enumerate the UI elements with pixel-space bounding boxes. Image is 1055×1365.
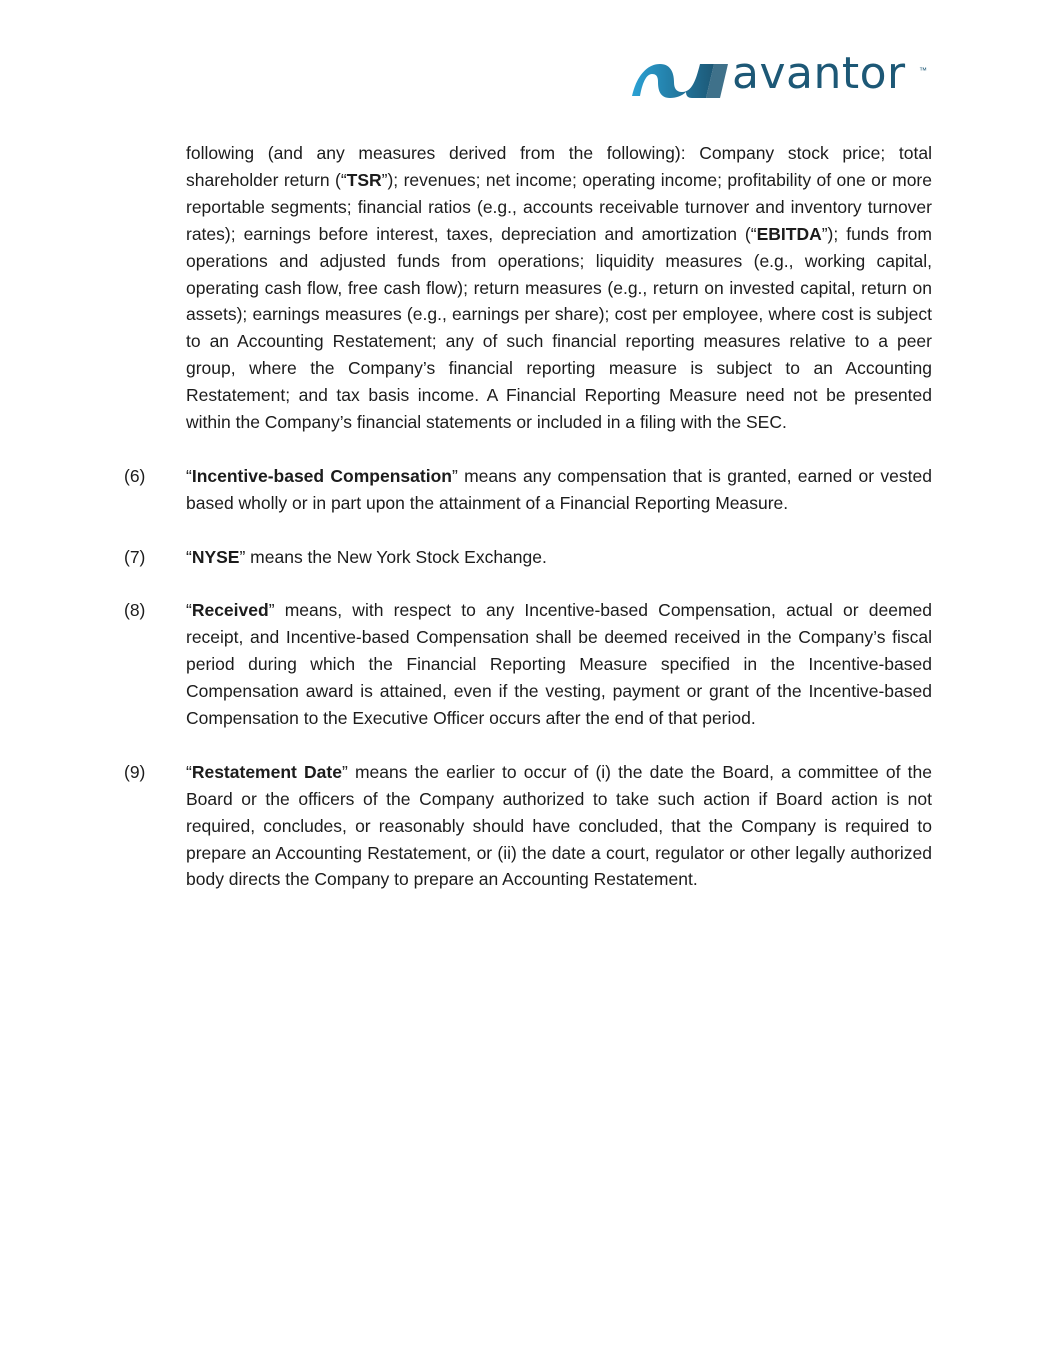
definition-item: [124, 544, 932, 571]
defined-term: EBITDA: [756, 223, 822, 244]
definition-item: [124, 463, 932, 517]
text-segment: ”); funds from operations and adjusted funds from operations; liquidity measures (e.g., working capital, operating cash flow, free cash flow); return measures (e.g., return on invested capital, return on assets); earnings measures (e.g., earnings per share); cost per employee, where cost is subject to an Accounting Restatement; any of such financial reporting measures relative to a peer group, where the Company’s financial reporting measure is subject to an Accounting Restatement; and tax basis income. A Financial Reporting Measure need not be presented within the Company’s financial statements or included in a filing with the SEC.: [186, 223, 932, 433]
avantor-mark-icon: [630, 58, 730, 102]
continuation-paragraph: [186, 140, 932, 436]
item-number: (8): [124, 600, 146, 621]
defined-term: TSR: [346, 169, 382, 190]
document-body: [124, 140, 932, 893]
logo-wordmark: avantor: [732, 48, 906, 99]
item-number: (7): [124, 546, 146, 567]
definition-text: “Restatement Date” means the earlier to occur of (i) the date the Board, a committee of the Board or the officers of the Company authorized to take such action if Board action is not required, concludes, or reasonably should have concluded, that the Company is required to prepare an Accounting Restatement, or (ii) the date a court, regulator or other legally authorized body directs the Company to prepare an Accounting Restatement.: [186, 761, 932, 890]
defined-term: Received: [191, 600, 269, 621]
definition-text: “Incentive-based Compensation” means any compensation that is granted, earned or vested based wholly or in part upon the attainment of a Financial Reporting Measure.: [186, 465, 932, 513]
definition-item: [124, 759, 932, 894]
text-segment: following (and any measures derived from the following): Company stock price; total shareholder return (“: [186, 143, 932, 190]
defined-term: NYSE: [191, 546, 240, 567]
item-number: (6): [124, 465, 146, 486]
definition-item: [124, 597, 932, 732]
definition-text: “Received” means, with respect to any Incentive-based Compensation, actual or deemed receipt, and Incentive-based Compensation shall be deemed received in the Company’s fiscal period during which the Financial Reporting Measure specified in the Incentive-based Compensation award is attained, even if the vesting, payment or grant of the Incentive-based Compensation to the Executive Officer occurs after the end of that period.: [186, 600, 932, 728]
definition-text: “NYSE” means the New York Stock Exchange.: [186, 546, 547, 567]
defined-term: Restatement Date: [191, 761, 342, 782]
text-segment: ”); revenues; net income; operating income; profitability of one or more reportable segments; financial ratios (e.g., accounts receivable turnover and inventory turnover rates); earnings before interest, taxes, depreciation and amortization (“: [186, 169, 932, 244]
item-number: (9): [124, 761, 146, 782]
trademark-symbol: ™: [919, 66, 927, 75]
defined-term: Incentive-based Compensation: [191, 465, 452, 486]
avantor-logo: [630, 48, 932, 102]
